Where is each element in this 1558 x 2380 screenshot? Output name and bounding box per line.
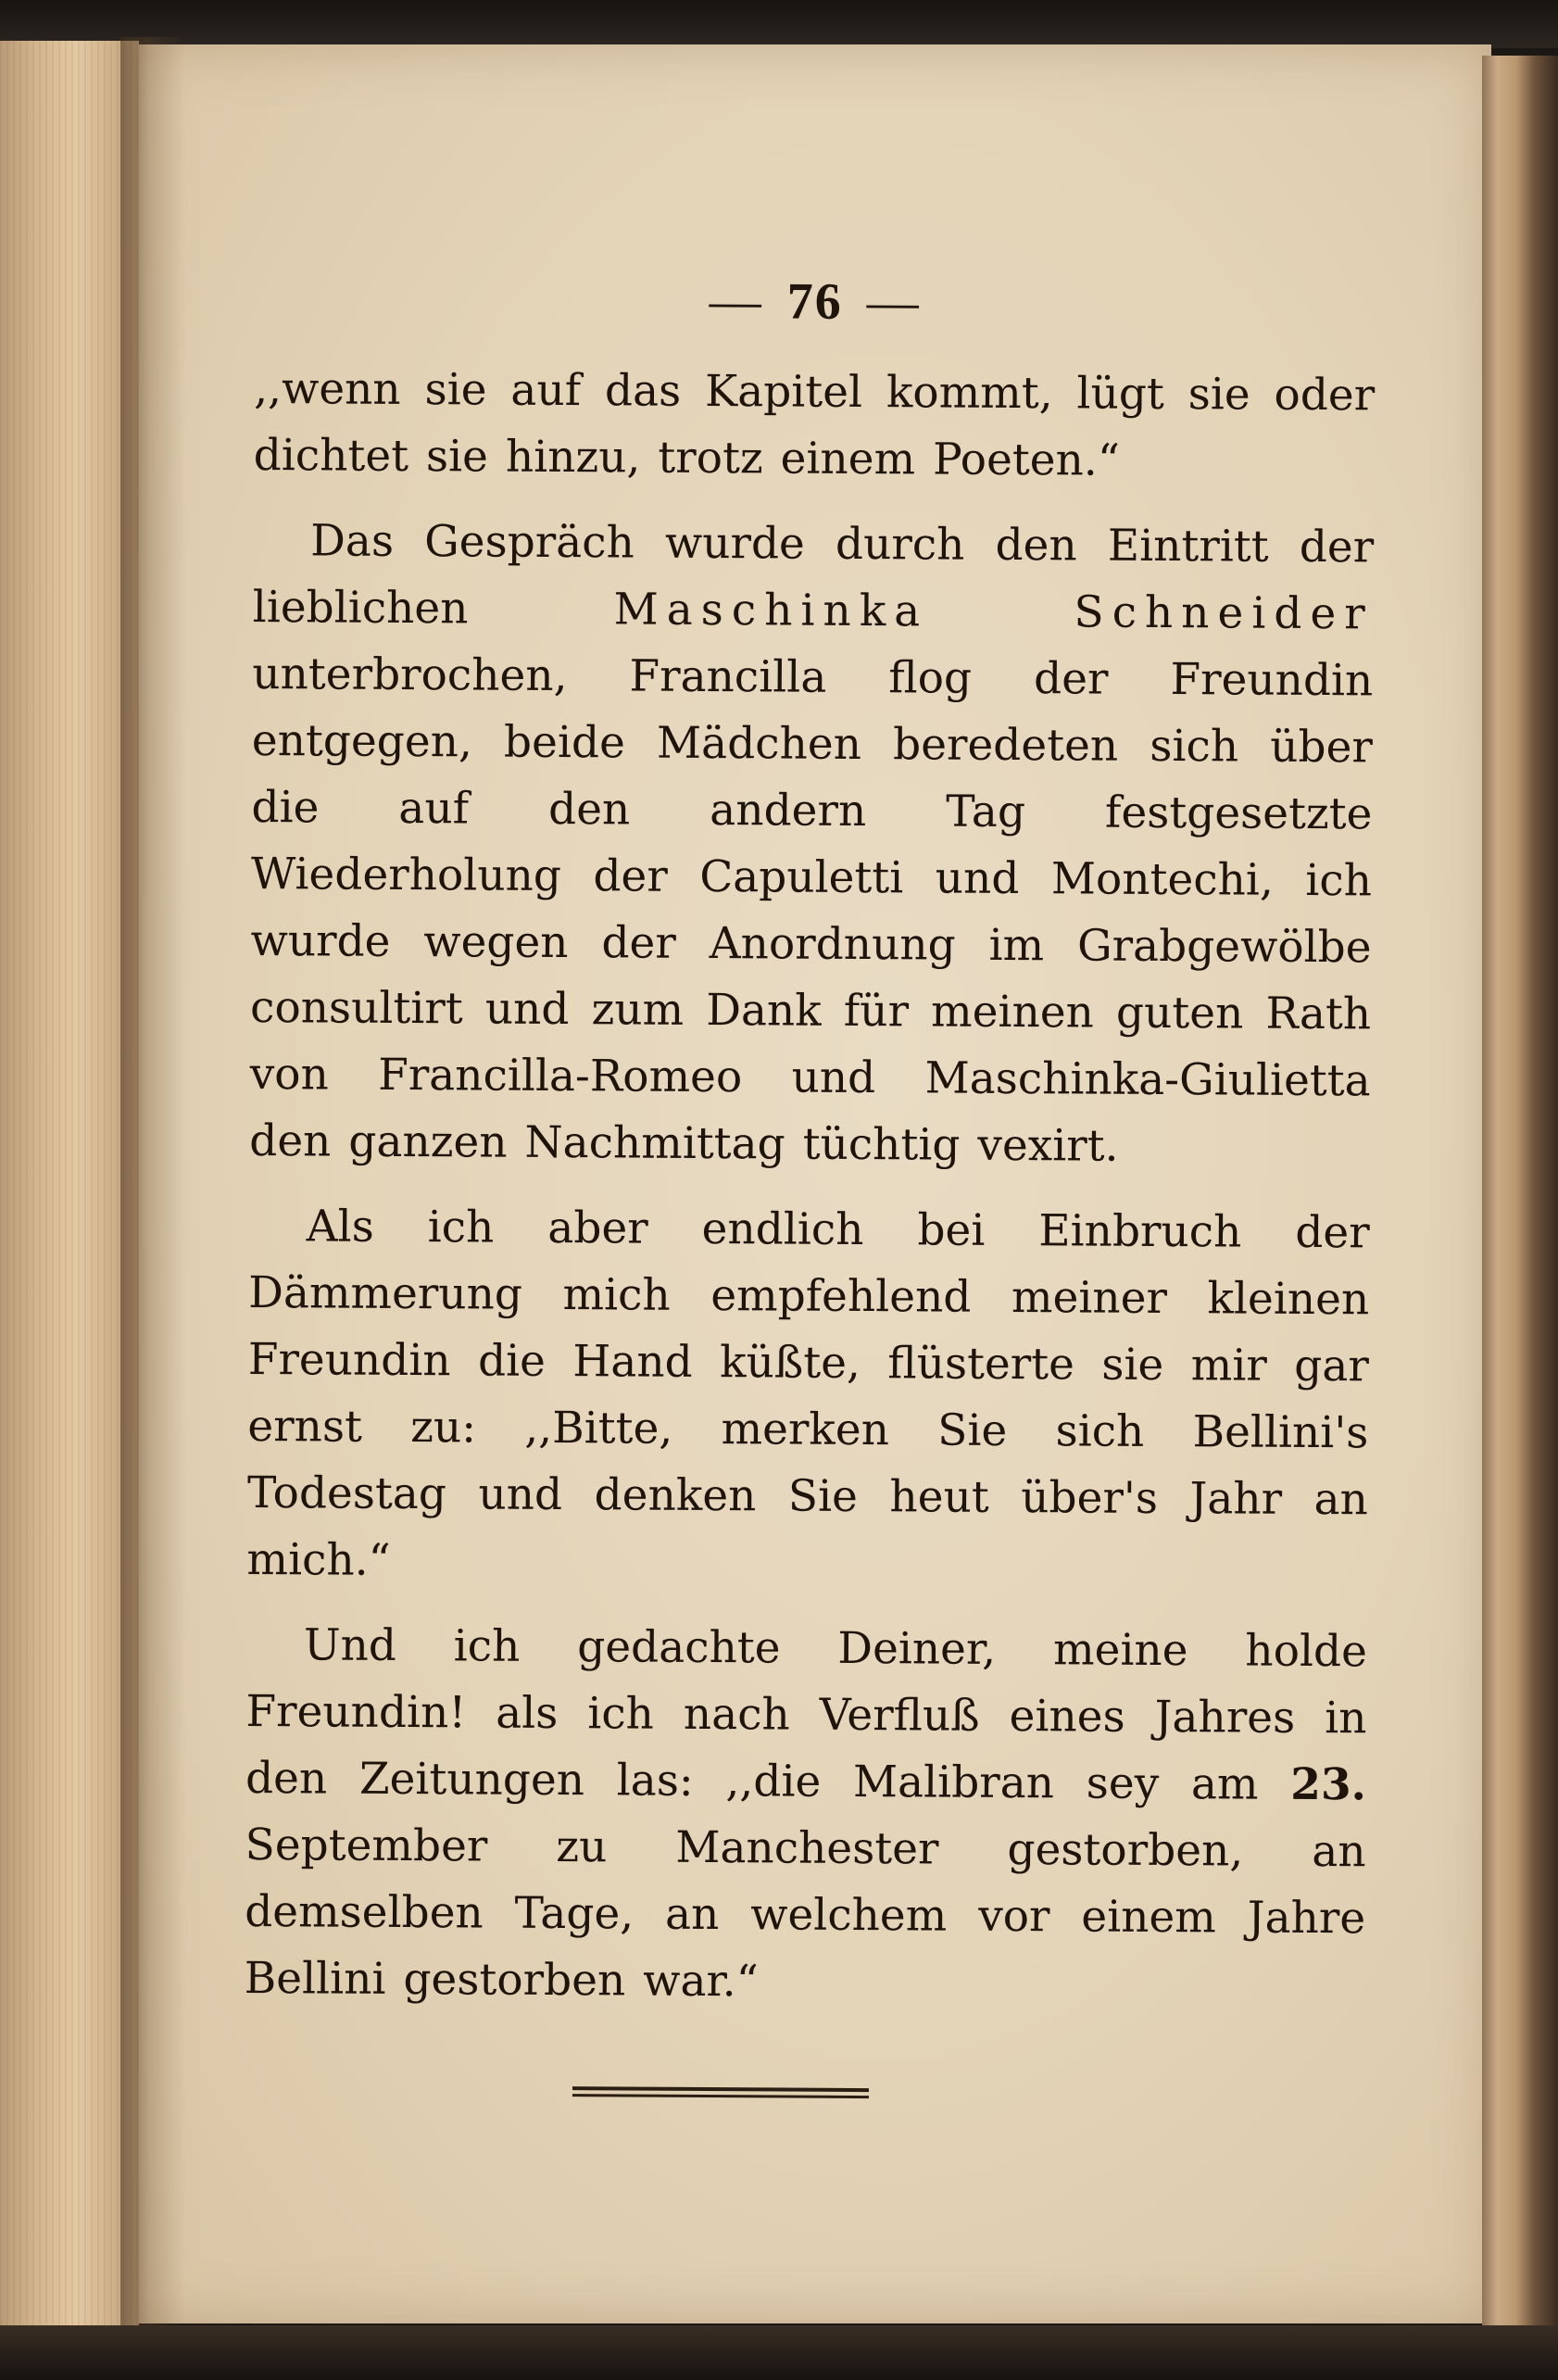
- paragraph-2-space: [928, 586, 1074, 637]
- paragraph-4-text-b: September zu Manchester gestorben, an demselben Tage, an welchem vor einem Jahre Bellini gestorben war.“: [244, 1819, 1366, 2008]
- scan-bottom-edge: [0, 2325, 1558, 2380]
- paragraph-2-name-maschinka: Maschinka: [613, 584, 929, 637]
- paragraph-2-text-c: unterbrochen, Francilla flog der Freundin entgegen, beide Mädchen beredeten sich über die auf den andern Tag festgesetzte Wiederholung der Capuletti und Montechi, ich wurde wegen der Anordnung im Grabgewölbe consultirt und zum Dank für meinen guten Rath von Francilla-Romeo und Maschinka-Giulietta den ganzen Nachmittag tüchtig vexirt.: [249, 648, 1374, 1172]
- page-content: [244, 269, 1376, 2102]
- paragraph-2-name-schneider: Schneider: [1074, 586, 1374, 640]
- right-page-edges: [1482, 56, 1558, 2335]
- page-number-dash-left: —: [709, 271, 763, 331]
- paragraph-2: [249, 508, 1374, 1181]
- paragraph-4-text-a: Und ich gedachte Deiner, meine holde Freundin! als ich nach Verfluß eines Jahres in den Zeitungen las: ,,die Malibran sey am: [245, 1619, 1368, 1810]
- double-rule-divider: [572, 2086, 869, 2099]
- page-number: [255, 269, 1376, 334]
- paragraph-1: ,,wenn sie auf das Kapitel kommt, lügt sie oder dichtet sie hinzu, trotz einem Poeten.“: [253, 362, 1376, 486]
- page-number-value: 76: [786, 272, 843, 331]
- page-gutter-shadow: [120, 37, 185, 2344]
- paragraph-3: Als ich aber endlich bei Einbruch der Dämmerung mich empfehlend meiner kleinen Freundin die Hand küßte, flüsterte sie mir gar ernst zu: ,,Bitte, merken Sie sich Bellini's Todestag und denken Sie heut über's Jahr an mich.“: [246, 1201, 1370, 1586]
- paragraph-4: [245, 1612, 1368, 2019]
- scan-top-edge: [0, 0, 1558, 48]
- left-page-edges: [0, 41, 139, 2338]
- page-number-dash-right: —: [866, 273, 921, 332]
- paragraph-4-date: 23.: [1290, 1758, 1367, 1811]
- paragraph-2-text-a: Das Gespräch wurde durch den Eintritt der lieblichen: [252, 515, 1375, 636]
